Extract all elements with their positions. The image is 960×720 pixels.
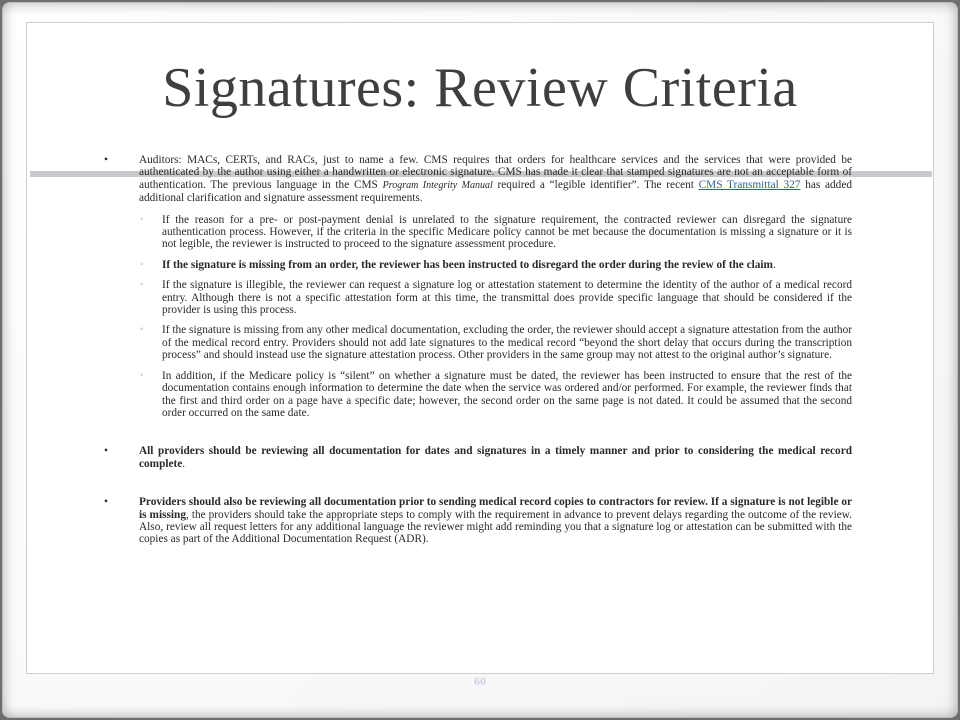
bullet-bold-text: Providers should also be reviewing all documentation prior to sending medical record copies to contractors for review. If a signature is not legible or is missing (139, 496, 852, 521)
bullet-text: . (182, 457, 186, 470)
sub-bullet-text: In addition, if the Medicare policy is “silent” on whether a signature must be dated, the reviewer has been instructed to ensure that the rest of the documentation contains enough information to determine the date when the service was ordered and/or performed. For example, the reviewer finds that the first and third order on a page have a specific date; however, the second order on the same page is not dated. It could be assumed that the second order occurred on the same date. (162, 369, 852, 419)
bullet-auditors (104, 154, 852, 205)
sub-bullet-dot: ◦ (140, 258, 144, 270)
sub-bullet-dot: ◦ (140, 369, 144, 381)
slide-body (104, 154, 852, 546)
sub-bullet-dot: ◦ (140, 213, 144, 225)
bullet-dot: • (104, 496, 108, 509)
page-number: 60 (474, 674, 486, 688)
bullet-providers-review (104, 496, 852, 546)
bullet-dot: • (104, 154, 108, 166)
sub-bullet-text: If the signature is illegible, the reviewer can request a signature log or attestation statement to determine the identity of the author of a medical record entry. Although there is not a specific attestation form at this time, the transmittal does provide specific language that should be considered if the provider is using this process. (162, 279, 852, 317)
sub-bullet-dot: ◦ (140, 279, 144, 291)
bullet-dot: • (104, 445, 108, 458)
bullet-text: has added additional clarification and signature assessment requirements. (139, 178, 852, 205)
bullet-text: , the providers should take the appropriate steps to comply with the requirement in advance to prevent delays regarding the outcome of the review. Also, review all request letters for any additional language the reviewer might add reminding you that a signature log or attestation can be submitted with the copies as part of the Additional Documentation Request (ADR). (139, 508, 852, 546)
bullet-bold-text: All providers should be reviewing all documentation for dates and signatures in a timely manner and prior to considering the medical record complete (139, 445, 852, 470)
slide-title: Signatures: Review Criteria (162, 57, 798, 119)
sub-bullet-missing-other (104, 324, 852, 361)
bullet-text: Auditors: MACs, CERTs, and RACs, just to name a few. CMS requires that orders for healthcare services and the services that were provided be authenticated by the author using either a handwritten or electronic signature. CMS has made it clear that stamped signatures are not an acceptable form of authentication. The previous language in the CMS (139, 154, 852, 191)
transmittal-link[interactable]: CMS Transmittal 327 (698, 178, 801, 191)
bullet-all-providers (104, 445, 852, 470)
sub-bullet-text: If the signature is missing from any other medical documentation, excluding the order, the reviewer should accept a signature attestation from the author of the medical record entry. Providers should not add late signatures to the medical record “beyond the short delay that occurs during the transcription process” and should instead use the signature attestation process. Other providers in the same group may not attest to the original author’s signature. (162, 324, 852, 362)
sub-bullet-text: . (772, 258, 776, 271)
sub-bullet-text: If the reason for a pre- or post-payment denial is unrelated to the signature requirement, the contracted reviewer can disregard the signature authentication process. However, if the criteria in the specific Medicare policy cannot be met because the documentation is missing a signature or it is not legible, the reviewer is instructed to proceed to the signature assessment procedure. (162, 213, 852, 251)
sub-bullet-dated (104, 370, 852, 420)
sub-bullet-missing-order (104, 259, 852, 271)
manual-title: Program Integrity Manual (382, 179, 493, 191)
sub-bullet-denial (104, 214, 852, 251)
sub-bullet-illegible (104, 279, 852, 316)
sub-bullet-dot: ◦ (140, 324, 144, 336)
sub-bullet-bold-text: If the signature is missing from an order, the reviewer has been instructed to disregard the order during the review of the claim (162, 258, 773, 271)
bullet-text: required a “legible identifier”. The recent (492, 178, 699, 191)
